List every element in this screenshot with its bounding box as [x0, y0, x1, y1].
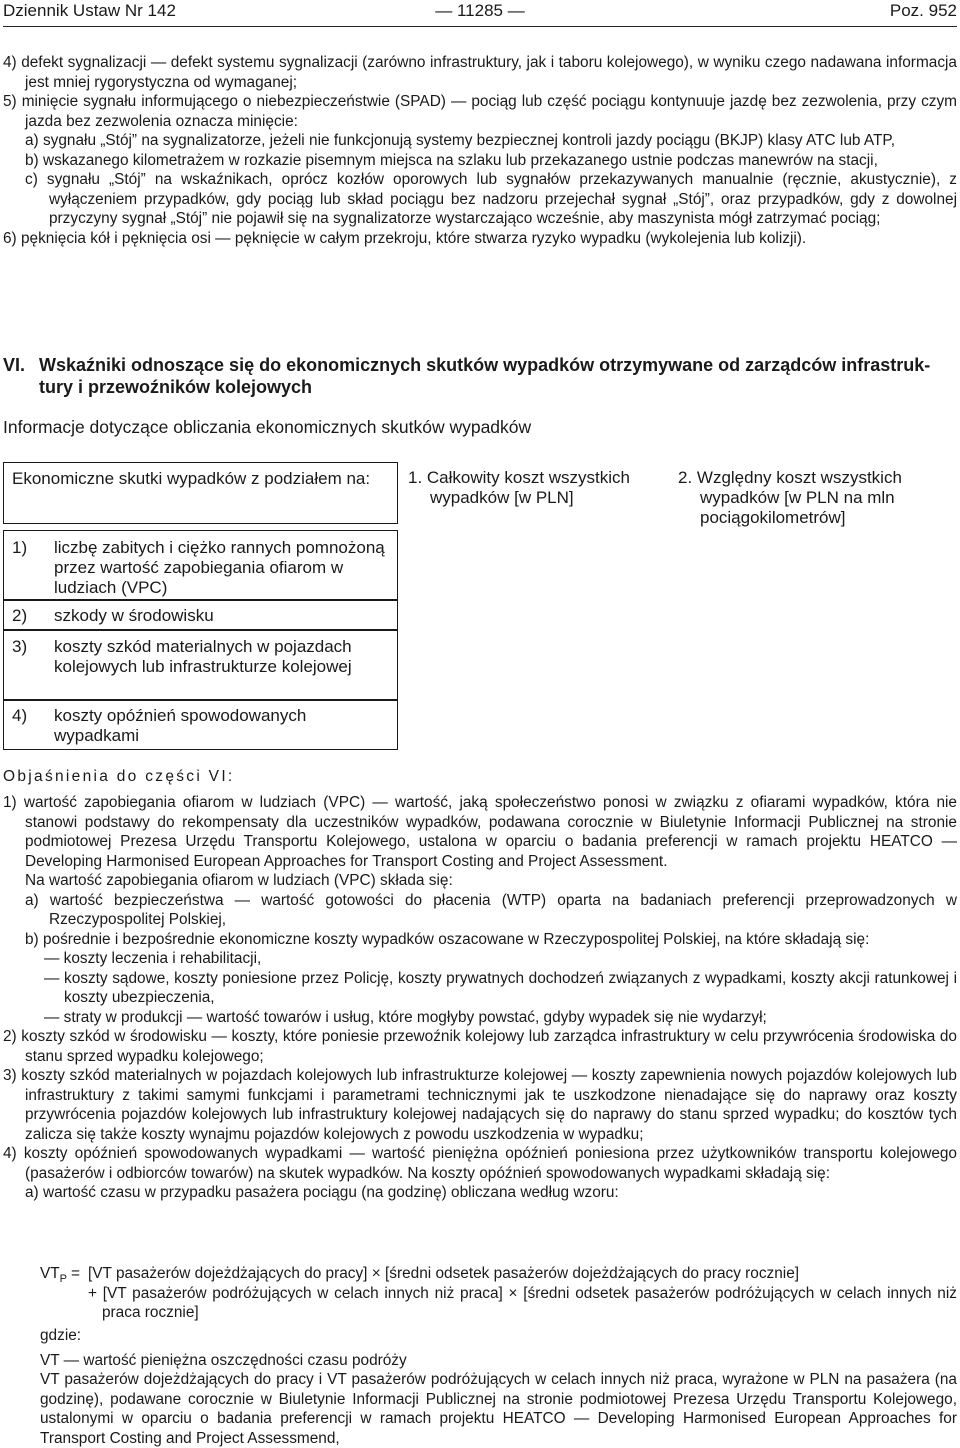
table-row: 3) koszty szkód materialnych w pojazdach kolejowych lub infrastrukturze kolejowej	[3, 630, 398, 700]
formula-lhs: $VT_P$	[40, 1265, 68, 1286]
table-row: 2) szkody w środowisku	[3, 600, 398, 630]
section-intro: Informacje dotyczące obliczania ekonomicznych skutków wypadków	[3, 417, 532, 437]
explanation-1b-item1: — koszty leczenia i rehabilitacji,	[44, 950, 262, 967]
explanation-1b-item3: — straty w produkcji — wartość towarów i usług, które mogłyby powstać, gdyby wypadek się nie wydarzył;	[44, 1008, 767, 1026]
table-header-category: Ekonomiczne skutki wypadków z podziałem na:	[3, 462, 398, 524]
formula-rhs	[88, 1264, 957, 1323]
explanation-1b-item2: — koszty sądowe, koszty poniesione przez Policję, koszty prywatnych dochodzeń związanych z wypadkami, koszty akcji ratunkowej i koszty ubezpieczenia,	[44, 969, 957, 1006]
explanation-4a: a) wartość czasu w przypadku pasażera pociągu (na godzinę) obliczana według wzoru:	[25, 1184, 619, 1201]
journal-name: Dziennik Ustaw Nr 142	[3, 1, 176, 20]
formula-rhs-line2: + [VT pasażerów podróżujących w celach innych niż praca] × [średni odsetek pasażerów podróżujących w celach innych niż praca rocznie]	[88, 1284, 957, 1321]
page-header	[3, 0, 957, 27]
table-row: 1) liczbę zabitych i ciężko rannych pomnożoną przez wartość zapobiegania ofiarom w ludziach (VPC)	[3, 530, 398, 600]
formula-vt-definition: VT — wartość pieniężna oszczędności czasu podróży	[40, 1352, 407, 1369]
section-title-line1: Wskaźniki odnoszące się do ekonomicznych skutków wypadków otrzymywane od zarządców infrastruk-	[39, 355, 931, 375]
formula-where: gdzie:	[40, 1327, 82, 1344]
explanation-1: 1) wartość zapobiegania ofiarom w ludziach (VPC) — wartość, jaką społeczeństwo ponosi w związku z ofiarami wypadków, która nie stanowi podstawy do rekompensaty dla uczestników wypadków, podawana corocznie w Biuletynie Informacji Publicznej na stronie podmiotowej Prezesa Urzędu Transportu Kolejowego, ustalona w oparciu o badania preferencji w ramach projektu HEATCO — Developing Harmonised European Approaches for Transport Costing and Project Assessment.	[3, 794, 957, 870]
definition-item-5c: c) sygnału „Stój” na wskaźnikach, oprócz kozłów oporowych lub sygnałów przekazywanych manualnie (ręcznie, akustycznie), z wyłączeniem przypadków, gdy pociąg lub skład pociągu bez nadzoru przejechał sygnał „Stój”, oraz przypadków, gdy z dowolnej przyczyny sygnał „Stój” nie pojawił się na sygnalizatorze wystarczająco wcześnie, aby maszynista mógł zatrzymać pociąg;	[25, 171, 957, 227]
definitions-list	[3, 53, 957, 248]
definition-item-5: 5) minięcie sygnału informującego o niebezpieczeństwie (SPAD) — pociąg lub część pociągu kontynuuje jazdę bez zezwolenia, przy czym jazda bez zezwolenia oznacza minięcie:	[3, 93, 957, 130]
explanations-list	[3, 793, 957, 1203]
formula-equals: =	[71, 1265, 80, 1282]
table-header-relative-cost: 2. Względny koszt wszystkich wypadków [w PLN na mln pociągokilometrów]	[678, 468, 902, 527]
section-number: VI.	[3, 355, 26, 375]
explanation-1-vpc: Na wartość zapobiegania ofiarom w ludziach (VPC) składa się:	[25, 872, 453, 889]
explanation-1a: a) wartość bezpieczeństwa — wartość gotowości do płacenia (WTP) oparta na badaniach preferencji przeprowadzonych w Rzeczypospolitej Polskiej,	[25, 891, 957, 928]
definition-item-4: 4) defekt sygnalizacji — defekt systemu sygnalizacji (zarówno infrastruktury, jak i taboru kolejowego), w wyniku czego nadawana informacja jest mniej rygorystyczna od wymaganej;	[3, 54, 957, 91]
formula-rhs-line1: [VT pasażerów dojeżdżających do pracy] × [średni odsetek pasażerów dojeżdżających do pracy rocznie]	[88, 1265, 800, 1282]
section-title-line2: tury i przewoźników kolejowych	[39, 377, 313, 397]
section-title	[3, 354, 957, 398]
explanation-2: 2) koszty szkód w środowisku — koszty, które poniesie przewoźnik kolejowy lub zarządca infrastruktury w celu przywrócenia środowiska do stanu sprzed wypadku kolejowego;	[3, 1028, 957, 1065]
table-header-total-cost: 1. Całkowity koszt wszystkich wypadków [w PLN]	[408, 468, 630, 507]
definition-item-6: 6) pęknięcia kół i pęknięcia osi — pęknięcie w całym przekroju, które stwarza ryzyko wypadku (wykolejenia lub kolizji).	[3, 229, 807, 247]
position-number: Poz. 952	[889, 1, 957, 20]
page-number: — 11285 —	[435, 1, 525, 20]
definition-item-5b: b) wskazanego kilometrażem w rozkazie pisemnym miejsca na szlaku lub przekazanego ustnie podczas manewrów na stacji,	[25, 151, 878, 169]
explanation-1b: b) pośrednie i bezpośrednie ekonomiczne koszty wypadków oszacowane w Rzeczypospolitej Polskiej, na które składają się:	[25, 930, 870, 948]
table-row: 4) koszty opóźnień spowodowanych wypadkami	[3, 700, 398, 750]
explanation-4: 4) koszty opóźnień spowodowanych wypadkami — wartość pieniężna opóźnień poniesiona przez użytkowników transportu kolejowego (pasażerów i odbiorców towarów) na skutek wypadków. Na koszty opóźnień spowodowanych wypadkami składają się:	[3, 1145, 957, 1182]
explanation-3: 3) koszty szkód materialnych w pojazdach kolejowych lub infrastrukturze kolejowej — koszty zapewnienia nowych pojazdów kolejowych lub infrastruktury z takimi samymi funkcjami i parametrami technicznymi jak te uszkodzone nienadające się do naprawy oraz koszty przywrócenia pojazdów kolejowych lub infrastruktury kolejowej nadających się do naprawy do stanu sprzed wypadku; do kosztów tych zalicza się także koszty wynajmu pojazdów kolejowych z powodu uszkodzenia w wypadku;	[3, 1067, 957, 1143]
definition-item-5a: a) sygnału „Stój” na sygnalizatorze, jeżeli nie funkcjonują systemy bezpiecznej kontroli jazdy pociągu (BKJP) klasy ATC lub ATP,	[25, 132, 895, 149]
formula-vt-description: VT pasażerów dojeżdżających do pracy i VT pasażerów podróżujących w celach innych niż praca, wyrażone w PLN na pasażera (na godzinę), podawane corocznie w Biuletynie Informacji Publicznej na stronie podmiotowej Prezesa Urzędu Transportu Kolejowego, ustalonymi w oparciu o badania preferencji w ramach projektu HEATCO — Developing Harmonised European Approaches for Transport Costing and Project Assessmend,	[40, 1371, 957, 1447]
explanations-heading: Objaśnienia do części VI:	[3, 768, 235, 785]
